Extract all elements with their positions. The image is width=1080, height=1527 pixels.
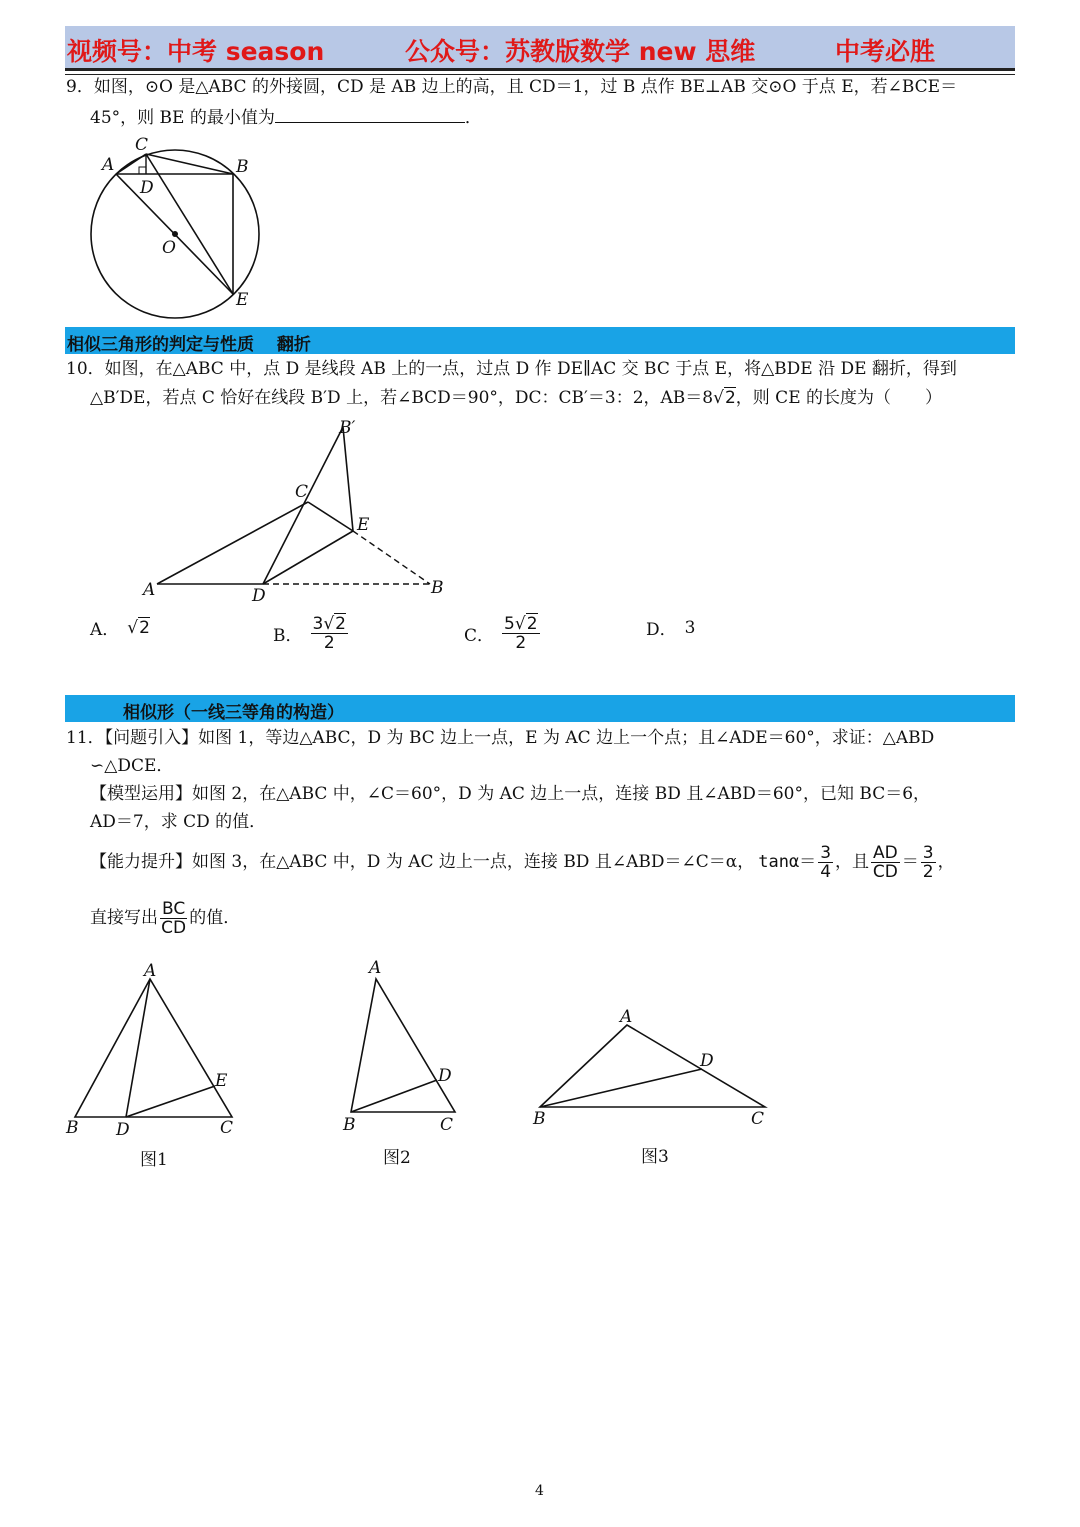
- q10-line2-end: ，则 CE 的长度为（ ）: [735, 388, 943, 408]
- q9-line1: 9．如图，⊙O 是△ABC 的外接圆，CD 是 AB 边上的高，且 CD＝1，过 B 点作 BE⊥AB 交⊙O 于点 E，若∠BCE＝: [66, 77, 958, 97]
- fig2-caption: 图2: [383, 1148, 411, 1168]
- q10-segment-ce: [308, 502, 353, 531]
- header-official-account: 公众号：苏教版数学 new 思维: [405, 37, 756, 66]
- q11-line4: AD＝7，求 CD 的值．: [90, 812, 267, 832]
- page-number: 4: [535, 1483, 544, 1499]
- q10-option-b[interactable]: [273, 615, 350, 652]
- q10-option-d[interactable]: [646, 615, 695, 640]
- section1-title: 相似三角形的判定与性质 翻折: [67, 335, 311, 355]
- fig2-label-d: D: [438, 1066, 452, 1086]
- fig1-segment-de: [126, 1086, 215, 1117]
- fig3-label-b: B: [533, 1109, 546, 1129]
- q10-option-c-numerator: [502, 615, 540, 634]
- q10-label-bprime: B′: [339, 418, 356, 438]
- q10-option-b-radicand: 2: [335, 614, 346, 634]
- q11-ratio-value-denominator: 2: [922, 861, 934, 882]
- q9-answer-blank: [275, 104, 465, 123]
- fig1-label-b: B: [66, 1118, 79, 1138]
- q9-center-point: [172, 231, 178, 237]
- header-slogan: 中考必胜: [835, 37, 936, 66]
- q10-label-a: A: [143, 580, 156, 600]
- q10-option-a[interactable]: [90, 615, 150, 640]
- q10-line2-text: △B′DE，若点 C 恰好在线段 B′D 上，若∠BCD＝90°，DC：CB′＝3：2，AB＝8: [90, 388, 714, 408]
- q11-bc-numerator: BC: [162, 898, 186, 919]
- q9-figure: [80, 130, 280, 325]
- q11-line6-text: 直接写出: [90, 908, 158, 928]
- q9-label-b: B: [236, 157, 249, 177]
- q11-line5-end: ，: [937, 852, 955, 872]
- fig2-label-b: B: [343, 1115, 356, 1135]
- q11-tan-denominator: 4: [820, 861, 832, 882]
- q10-label-d: D: [252, 586, 266, 605]
- q10-option-c-value: [502, 615, 540, 652]
- q10-option-c[interactable]: [464, 615, 542, 652]
- q9-label-c: C: [135, 135, 149, 155]
- q9-label-d: D: [140, 178, 154, 198]
- fig3-segment-bd: [540, 1069, 702, 1107]
- q10-line2: [90, 386, 942, 410]
- q10-option-b-label: B．: [273, 626, 303, 646]
- q10-option-b-coef: 3: [312, 614, 324, 634]
- q9-right-angle-mark: [139, 167, 146, 174]
- fig3-caption: 图3: [641, 1147, 669, 1167]
- fig3-label-c: C: [751, 1109, 765, 1129]
- q10-option-a-label: A．: [90, 620, 120, 640]
- q10-segment-eb-dashed: [353, 531, 430, 584]
- q9-segment-cb: [146, 154, 233, 174]
- q10-option-c-coef: 5: [504, 614, 515, 634]
- q10-label-e: E: [357, 515, 370, 535]
- q10-option-a-radicand: 2: [139, 617, 150, 638]
- q11-line6: [90, 896, 240, 940]
- fig2-label-c: C: [440, 1115, 454, 1135]
- q9-label-e: E: [236, 290, 249, 310]
- fig1-caption: 图1: [140, 1150, 168, 1170]
- fig1-label-a: A: [144, 961, 157, 981]
- fig3-triangle-abc: [540, 1025, 765, 1107]
- fig2-segment-bd: [351, 1080, 437, 1112]
- q11-bc-cd-fraction: [160, 900, 187, 937]
- q10-option-c-denominator: 2: [515, 633, 527, 653]
- q11-line5-text: 【能力提升】如图 3，在△ABC 中，D 为 AC 边上一点，连接 BD 且∠ABD＝∠C＝α，: [90, 852, 755, 872]
- q9-line2: [90, 104, 482, 130]
- q10-sqrt-radicand: 2: [724, 388, 736, 408]
- section-one-line-three-angles: [65, 695, 1015, 722]
- header-video-account: 视频号：中考 season: [67, 37, 325, 66]
- fig1-label-d: D: [116, 1120, 130, 1140]
- q11-ratio-equals: ＝: [901, 852, 919, 872]
- q10-option-b-sqrt: √2: [323, 614, 346, 634]
- fig3-label-a: A: [620, 1007, 633, 1027]
- q11-cd-denominator: CD: [161, 917, 187, 938]
- q10-option-b-numerator: [311, 615, 349, 634]
- q9-label-a: A: [102, 155, 115, 175]
- q11-tan-label: tanα＝: [758, 852, 817, 872]
- q9-segment-ac: [116, 154, 146, 174]
- q11-figure1: [60, 955, 250, 1140]
- q10-option-d-label: D．: [646, 620, 677, 640]
- q9-segment-ce: [146, 154, 233, 294]
- q11-ratio-fraction: [871, 844, 900, 881]
- fig1-label-c: C: [220, 1118, 234, 1138]
- q11-line6-end: 的值．: [189, 908, 241, 928]
- q11-figure2: [340, 955, 480, 1140]
- q11-line5-conj: ，且: [835, 852, 870, 872]
- q9-label-o: O: [162, 238, 176, 258]
- q10-line1: 10．如图，在△ABC 中，点 D 是线段 AB 上的一点，过点 D 作 DE∥AC 交 BC 于点 E，将△BDE 沿 DE 翻折，得到: [66, 359, 957, 379]
- fig1-label-e: E: [215, 1071, 228, 1091]
- q10-option-c-label: C．: [464, 626, 495, 646]
- section-similar-triangles-folding: [65, 327, 1015, 354]
- q10-sqrt: √2: [713, 388, 736, 408]
- q11-ratio-value-fraction: [921, 844, 936, 881]
- q11-figure3: [530, 1000, 775, 1135]
- fig1-triangle-abc: [75, 979, 232, 1117]
- fig2-label-a: A: [369, 958, 382, 978]
- fig3-label-d: D: [700, 1051, 714, 1071]
- q10-option-c-radicand: 2: [526, 614, 538, 634]
- q10-label-b: B: [431, 578, 444, 598]
- q10-segment-bprime-e: [343, 427, 353, 531]
- q11-tan-fraction: [818, 844, 833, 881]
- q11-ratio-denominator: CD: [872, 861, 898, 882]
- q10-option-b-value: [311, 615, 349, 652]
- q9-line2-text: 45°，则 BE 的最小值为: [90, 108, 275, 128]
- q9-line2-end: ．: [464, 108, 482, 128]
- q11-tan-numerator: 3: [820, 842, 832, 863]
- q11-ratio-value-numerator: 3: [922, 842, 934, 863]
- q11-line1: 11．【问题引入】如图 1，等边△ABC，D 为 BC 边上一点，E 为 AC 边上一个点；且∠ADE＝60°，求证：△ABD: [66, 728, 935, 748]
- section2-title: 相似形（一线三等角的构造）: [123, 703, 344, 723]
- q10-option-a-value: √2: [127, 617, 150, 638]
- q11-ratio-numerator: AD: [873, 842, 898, 863]
- q11-line3: 【模型运用】如图 2，在△ABC 中，∠C＝60°，D 为 AC 边上一点，连接 BD 且∠ABD＝60°，已知 BC＝6，: [90, 784, 931, 804]
- q10-option-d-value: 3: [684, 617, 696, 638]
- q10-figure: [135, 415, 455, 605]
- q11-line2: ∽△DCE．: [90, 756, 174, 776]
- q11-line5: [90, 840, 955, 884]
- q10-option-b-denominator: 2: [323, 633, 335, 653]
- q10-label-c: C: [295, 482, 309, 502]
- q10-option-c-sqrt: √2: [514, 614, 538, 634]
- header-banner: [65, 26, 1015, 71]
